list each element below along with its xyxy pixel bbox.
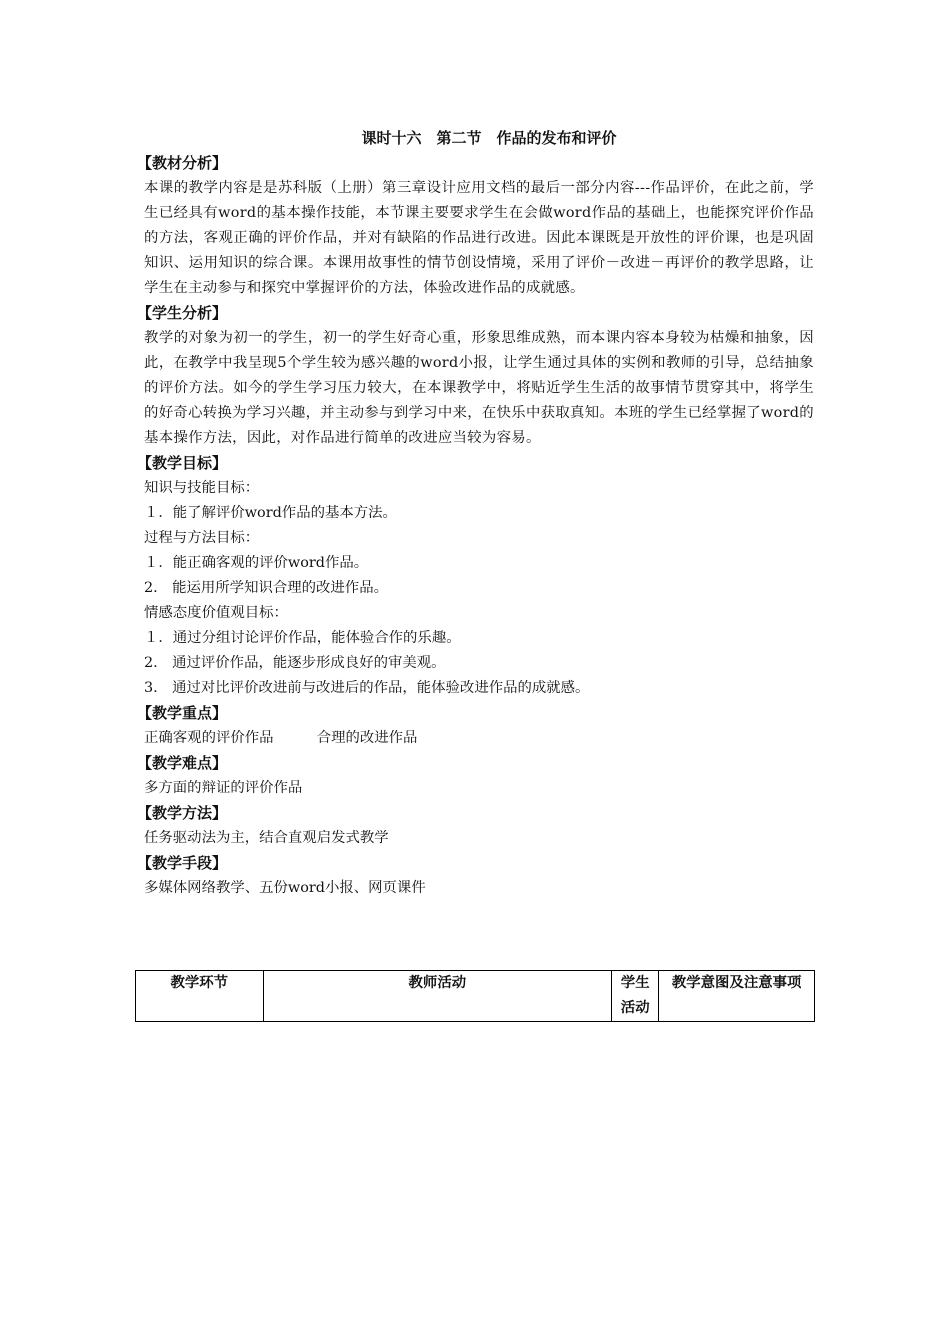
section-heading-teaching-goals: 【教学目标】: [137, 454, 228, 472]
goal-item: １．能正确客观的评价word作品。: [144, 555, 369, 571]
goal-item: 2. 能运用所学知识合理的改进作品。: [144, 580, 388, 596]
textbook-analysis-paragraph: 本课的教学内容是是苏科版（上册）第三章设计应用文档的最后一部分内容---作品评价，在此之前，学生已经具有word的基本操作技能，本节课主要要求学生在会做word作品的基础上，也能探究评价作品的方法，客观正确的评价作品，并对有缺陷的作品进行改进。因此本课既是开放性的评价课，也是巩固知识、运用知识的综合课。本课用故事性的情节创设情境，采用了评价－改进－再评价的教学思路，让学生在主动参与和探究中掌握评价的方法，体验改进作品的成就感。: [144, 180, 814, 296]
goal-label-attitude: 情感态度价值观目标：: [144, 605, 288, 621]
section-heading-methods: 【教学方法】: [137, 804, 228, 822]
section-heading-student-analysis: 【学生分析】: [137, 304, 228, 322]
means-text: 多媒体网络教学、五份word小报、网页课件: [144, 880, 426, 896]
key-points-text: 正确客观的评价作品 合理的改进作品: [144, 730, 418, 746]
student-analysis-paragraph: 教学的对象为初一的学生，初一的学生好奇心重，形象思维成熟，而本课内容本身较为枯燥和抽象，因此，在教学中我呈现5个学生较为感兴趣的word小报，让学生通过具体的实例和教师的引导，总结抽象的评价方法。如今的学生学习压力较大，在本课教学中，将贴近学生生活的故事情节贯穿其中，将学生的好奇心转换为学习兴趣，并主动参与到学习中来，在快乐中获取真知。本班的学生已经掌握了word的基本操作方法，因此，对作品进行简单的改进应当较为容易。: [144, 330, 814, 446]
section-heading-means: 【教学手段】: [137, 854, 228, 872]
goal-label-knowledge: 知识与技能目标：: [144, 480, 260, 496]
document-title: 课时十六 第二节 作品的发布和评价: [361, 129, 617, 147]
goal-item: 3. 通过对比评价改进前与改进后的作品，能体验改进作品的成就感。: [144, 680, 590, 696]
section-heading-key-points: 【教学重点】: [137, 704, 228, 722]
goal-item: 2. 通过评价作品，能逐步形成良好的审美观。: [144, 655, 446, 671]
table-header-intent-notes: 教学意图及注意事项: [659, 971, 815, 1022]
goal-item: １．能了解评价word作品的基本方法。: [144, 505, 397, 521]
table-header-teacher-activity: 教师活动: [263, 971, 612, 1022]
difficulties-text: 多方面的辩证的评价作品: [144, 780, 303, 796]
lesson-plan-table: [135, 970, 815, 1022]
table-header-stage: 教学环节: [136, 971, 264, 1022]
section-heading-textbook-analysis: 【教材分析】: [137, 154, 228, 172]
table-header-student-activity: 学生活动: [612, 971, 659, 1022]
section-heading-difficulties: 【教学难点】: [137, 754, 228, 772]
document-body: [137, 125, 814, 901]
table-header-row: [136, 971, 815, 1022]
goal-item: １．通过分组讨论评价作品，能体验合作的乐趣。: [144, 630, 461, 646]
methods-text: 任务驱动法为主，结合直观启发式教学: [144, 830, 389, 846]
goal-label-process: 过程与方法目标：: [144, 530, 260, 546]
